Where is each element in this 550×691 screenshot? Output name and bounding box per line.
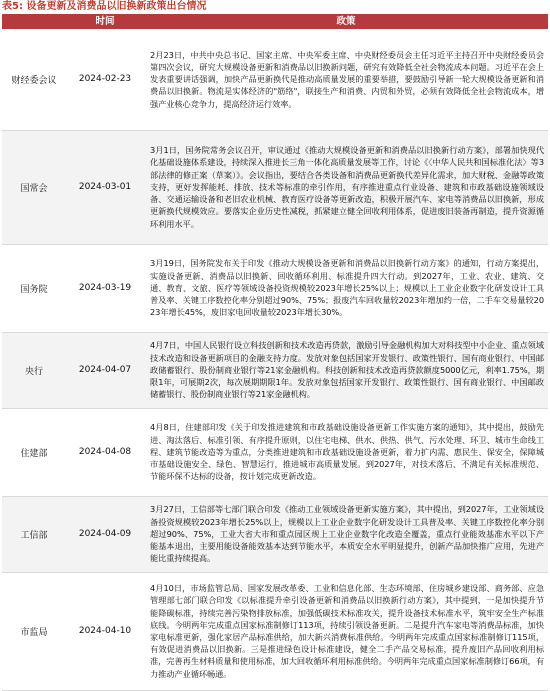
policy-cell: 4月8日，住建部印发《关于印发推进建筑和市政基础设施设备更新工作实施方案的通知》，其中提出，鼓励先进、淘汰落后、标准引领、有序提升原则，以住宅电梯、供水、供热、供气、污水处理、环卫、城市生命线工程、建筑节能改造等为重点，分类推进建筑和市政基础设施设备更新，着力扩内需、惠民生、保安全，保障城市基础设施安全、绿色、智慧运行，推进城市高质量发展。到2027年，对技术落后、不满足有关标准规范、节能环保不达标的设备，按计划完成更新改造。	[144, 408, 548, 496]
table-caption: 表5: 设备更新及消费品以旧换新政策出台情况	[2, 1, 207, 12]
table-row	[2, 332, 548, 408]
table-header	[2, 14, 548, 29]
policy-cell: 2月23日，中共中央总书记、国家主席、中央军委主席、中央财经委员会主任习近平主持召开中央财经委员会第四次会议，研究大规模设备更新和消费品以旧换新问题，研究有效降低全社会物流成本问题。习近平在会上发表重要讲话强调，加快产品更新换代是推动高质量发展的重要举措，要鼓励引导新一轮大规模设备更新和消费品以旧换新。物流是实体经济的"筋络"，联接生产和消费、内贸和外贸，必须有效降低全社会物流成本，增强产业核心竞争力，提高经济运行效率。	[144, 29, 548, 130]
date-cell: 2024-04-09	[66, 496, 144, 572]
department-cell: 央行	[2, 332, 66, 408]
department-cell: 住建部	[2, 408, 66, 496]
department-cell: 国常会	[2, 130, 66, 244]
date-cell: 2024-03-19	[66, 244, 144, 332]
policy-cell: 3月19日，国务院发布关于印发《推动大规模设备更新和消费品以旧换新行动方案》的通知，行动方案提出，实施设备更新、消费品以旧换新、回收循环利用、标准提升四大行动。到2027年，工业、农业、建筑、交通、教育、文旅、医疗等领域设备投资规模较2023年增长25%以上；规模以上工业企业数字化研发设计工具普及率、关键工序数控化率分别超过90%、75%；报废汽车回收量较2023年增加约一倍，二手车交易量较2023年增长45%，废旧家电回收量较2023年增长30%。	[144, 244, 548, 332]
table-row	[2, 496, 548, 572]
department-cell: 工信部	[2, 496, 66, 572]
table-row	[2, 572, 548, 690]
header-row	[2, 14, 548, 29]
policy-table	[2, 14, 548, 691]
header-policy: 政策	[144, 14, 548, 29]
policy-cell: 4月10日，市场监管总局、国家发展改革委、工业和信息化部、生态环境部、住房城乡建设部、商务部、应急管理部七部门联合印发《以标准提升牵引设备更新和消费品以旧换新行动方案》，其中提到，一是加快提升节能降碳标准，持续完善污染物排放标准，加强低碳技术标准攻关，提升设备技术标准水平，筑牢安全生产标准底线。今明两年完成重点国家标准制修订113项，持续引领设备更新。二是提升汽车家电等消费品标准，加快家电标准更新，强化家居产品标准供给，加大新兴消费标准供给。今明两年完成重点国家标准制修订115项，有效促进消费品以旧换新。三是推进绿色设计标准建设，健全二手产品交易标准，提升废旧产品回收利用标准，完善再生材料质量和使用标准，加大回收循环利用标准供给。今明两年完成重点国家标准制修订66项，有力推动产业循环畅通。	[144, 572, 548, 690]
table-row	[2, 130, 548, 244]
department-cell: 财经委会议	[2, 29, 66, 130]
department-cell: 国务院	[2, 244, 66, 332]
date-cell: 2024-02-23	[66, 29, 144, 130]
date-cell: 2024-04-10	[66, 572, 144, 690]
table-row	[2, 29, 548, 130]
table-row	[2, 244, 548, 332]
date-cell: 2024-03-01	[66, 130, 144, 244]
date-cell: 2024-04-07	[66, 332, 144, 408]
department-cell: 市监局	[2, 572, 66, 690]
table-row	[2, 408, 548, 496]
policy-cell: 4月7日，中国人民银行设立科技创新和技术改造再贷款，激励引导金融机构加大对科技型中小企业、重点领域技术改造和设备更新项目的金融支持力度。发放对象包括国家开发银行、政策性银行、国有商业银行、中国邮政储蓄银行、股份制商业银行等21家金融机构。科技创新和技术改造再贷款额度5000亿元，利率1.75%，期限1年，可展期2次，每次展期期限1年。发放对象包括国家开发银行、政策性银行、国有商业银行、中国邮政储蓄银行、股份制商业银行等21家金融机构。	[144, 332, 548, 408]
policy-cell: 3月1日，国务院常务会议召开，审议通过《推动大规模设备更新和消费品以旧换新行动方案》，部署加快现代化基础设施体系建设，持续深入推进长三角一体化高质量发展等工作，讨论《〈中华人民共和国标准化法〉等3部法律的修正案（草案）》。会议指出，要结合各类设备和消费品更新换代差异化需求，加大财税、金融等政策支持，更好发挥能耗、排放、技术等标准的牵引作用，有序推进重点行业设备、建筑和市政基础设施领域设备、交通运输设备和老旧农业机械、教育医疗设备等更新改造，积极开展汽车、家电等消费品以旧换新，形成更新换代规模效应。要落实企业历史性减税，抓紧建立健全回收利用体系，促进废旧装备再制造，提升资源循环利用水平。	[144, 130, 548, 244]
header-department	[2, 14, 66, 29]
policy-cell: 3月27日，工信部等七部门联合印发《推动工业领域设备更新实施方案》，其中提出，到2027年，工业领域设备投资规模较2023年增长25%以上，规模以上工业企业数字化研发设计工具普及率、关键工序数控化率分别超过90%、75%，工业大省大市和重点园区规上工业企业数字化改造全覆盖，重点行业能效基准水平以下产能基本退出，主要用能设备能效基本达到节能水平，本质安全水平明显提升，创新产品加快推广应用，先进产能比重持续提高。	[144, 496, 548, 572]
table-body	[2, 29, 548, 690]
header-time: 时间	[66, 14, 144, 29]
date-cell: 2024-04-08	[66, 408, 144, 496]
